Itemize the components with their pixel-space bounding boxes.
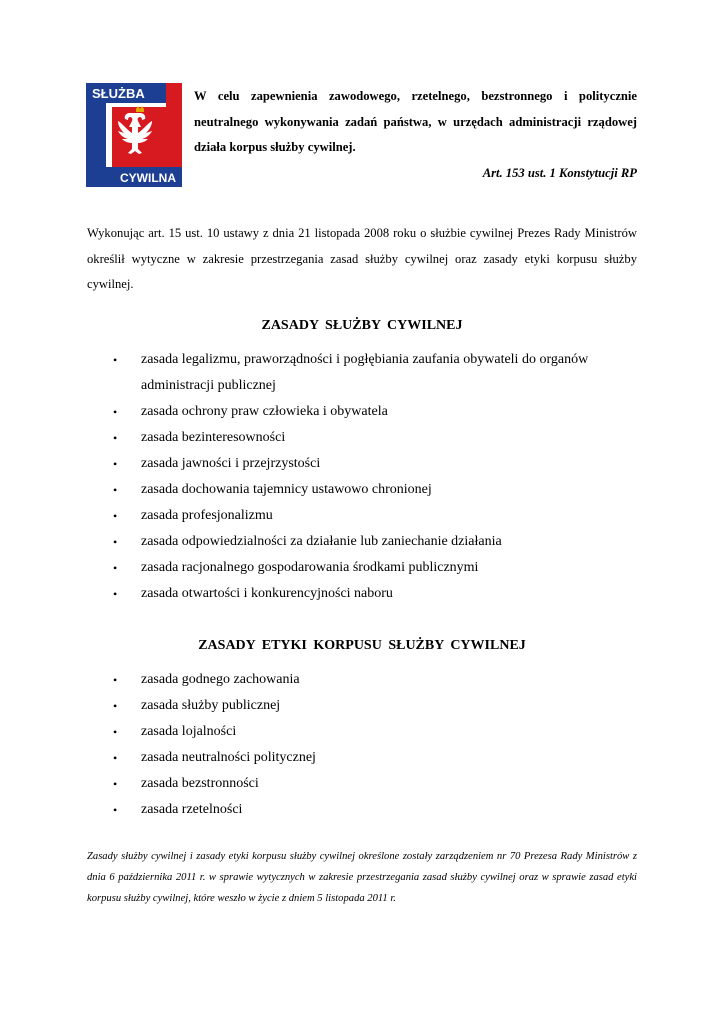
list-item (0, 347, 637, 399)
list-item (0, 399, 637, 425)
list-item-text: zasada profesjonalizmu (141, 508, 273, 523)
bullet-icon: • (113, 725, 118, 739)
list-item (0, 529, 637, 555)
list-item (0, 771, 637, 797)
bullet-icon: • (113, 673, 118, 687)
list-item (0, 425, 637, 451)
bullet-icon: • (113, 509, 118, 523)
constitution-quote (194, 84, 637, 186)
logo-top-text: SŁUŻBA (92, 86, 145, 101)
list-item (0, 693, 637, 719)
quote-source: Art. 153 ust. 1 Konstytucji RP (482, 165, 637, 180)
footer-note: Zasady służby cywilnej i zasady etyki korpusu służby cywilnej określone zostały zarządzeniem nr 70 Prezesa Rady Ministrów z dnia 6 października 2011 r. w sprawie wytycznych w zakresie przestrzegania zasad służby cywilnej oraz w sprawie zasad etyki korpusu służby cywilnej, które weszło w życie z dniem 5 listopada 2011 r. (87, 851, 637, 904)
list-item-text: zasada godnego zachowania (141, 672, 300, 687)
bullet-icon: • (113, 457, 118, 471)
list-item (0, 451, 637, 477)
section-heading-ethics-principles: ZASADY ETYKI KORPUSU SŁUŻBY CYWILNEJ (198, 638, 526, 653)
civil-service-logo (86, 83, 182, 187)
list-item-text: zasada bezinteresowności (141, 430, 286, 445)
logo-bottom-text: CYWILNA (120, 171, 176, 185)
list-item-text: zasada lojalności (141, 724, 237, 739)
list-item-text: zasada odpowiedzialności za działanie lub zaniechanie działania (141, 534, 502, 549)
bullet-icon: • (113, 587, 118, 601)
civil-service-principles-list (0, 347, 724, 607)
bullet-icon: • (113, 535, 118, 549)
list-item (0, 667, 637, 693)
list-item-text: zasada bezstronności (141, 776, 259, 791)
list-item (0, 477, 637, 503)
list-item-text: zasada neutralności politycznej (141, 750, 316, 765)
list-item-text: zasada legalizmu, praworządności i pogłębiania zaufania obywateli do organów administracji publicznej (141, 352, 589, 393)
bullet-icon: • (113, 777, 118, 791)
list-item (0, 745, 637, 771)
intro-paragraph: Wykonując art. 15 ust. 10 ustawy z dnia 21 listopada 2008 roku o służbie cywilnej Prezes Rady Ministrów określił wytyczne w zakresie przestrzegania zasad służby cywilnej oraz zasady etyki korpusu służby cywilnej. (87, 226, 637, 291)
list-item (0, 555, 637, 581)
bullet-icon: • (113, 751, 118, 765)
list-item-text: zasada służby publicznej (141, 698, 281, 713)
bullet-icon: • (113, 803, 118, 817)
list-item-text: zasada jawności i przejrzystości (141, 456, 321, 471)
quote-text: W celu zapewnienia zawodowego, rzetelnego, bezstronnego i politycznie neutralnego wykonywania zadań państwa, w urzędach administracji rządowej działa korpus służby cywilnej. (194, 89, 637, 154)
list-item-text: zasada dochowania tajemnicy ustawowo chronionej (141, 482, 432, 497)
bullet-icon: • (113, 483, 118, 497)
list-item-text: zasada rzetelności (141, 802, 243, 817)
list-item (0, 503, 637, 529)
list-item (0, 797, 637, 823)
list-item (0, 719, 637, 745)
bullet-icon: • (113, 561, 118, 575)
bullet-icon: • (113, 405, 118, 419)
list-item-text: zasada ochrony praw człowieka i obywatela (141, 404, 388, 419)
list-item-text: zasada otwartości i konkurencyjności naboru (141, 586, 393, 601)
bullet-icon: • (113, 699, 118, 713)
bullet-icon: • (113, 431, 118, 445)
ethics-principles-list (0, 667, 724, 823)
civil-service-emblem-icon (86, 83, 182, 187)
list-item (0, 581, 637, 607)
list-item-text: zasada racjonalnego gospodarowania środkami publicznymi (141, 560, 479, 575)
bullet-icon: • (113, 353, 118, 367)
section-heading-civil-service-principles: ZASADY SŁUŻBY CYWILNEJ (261, 318, 463, 333)
